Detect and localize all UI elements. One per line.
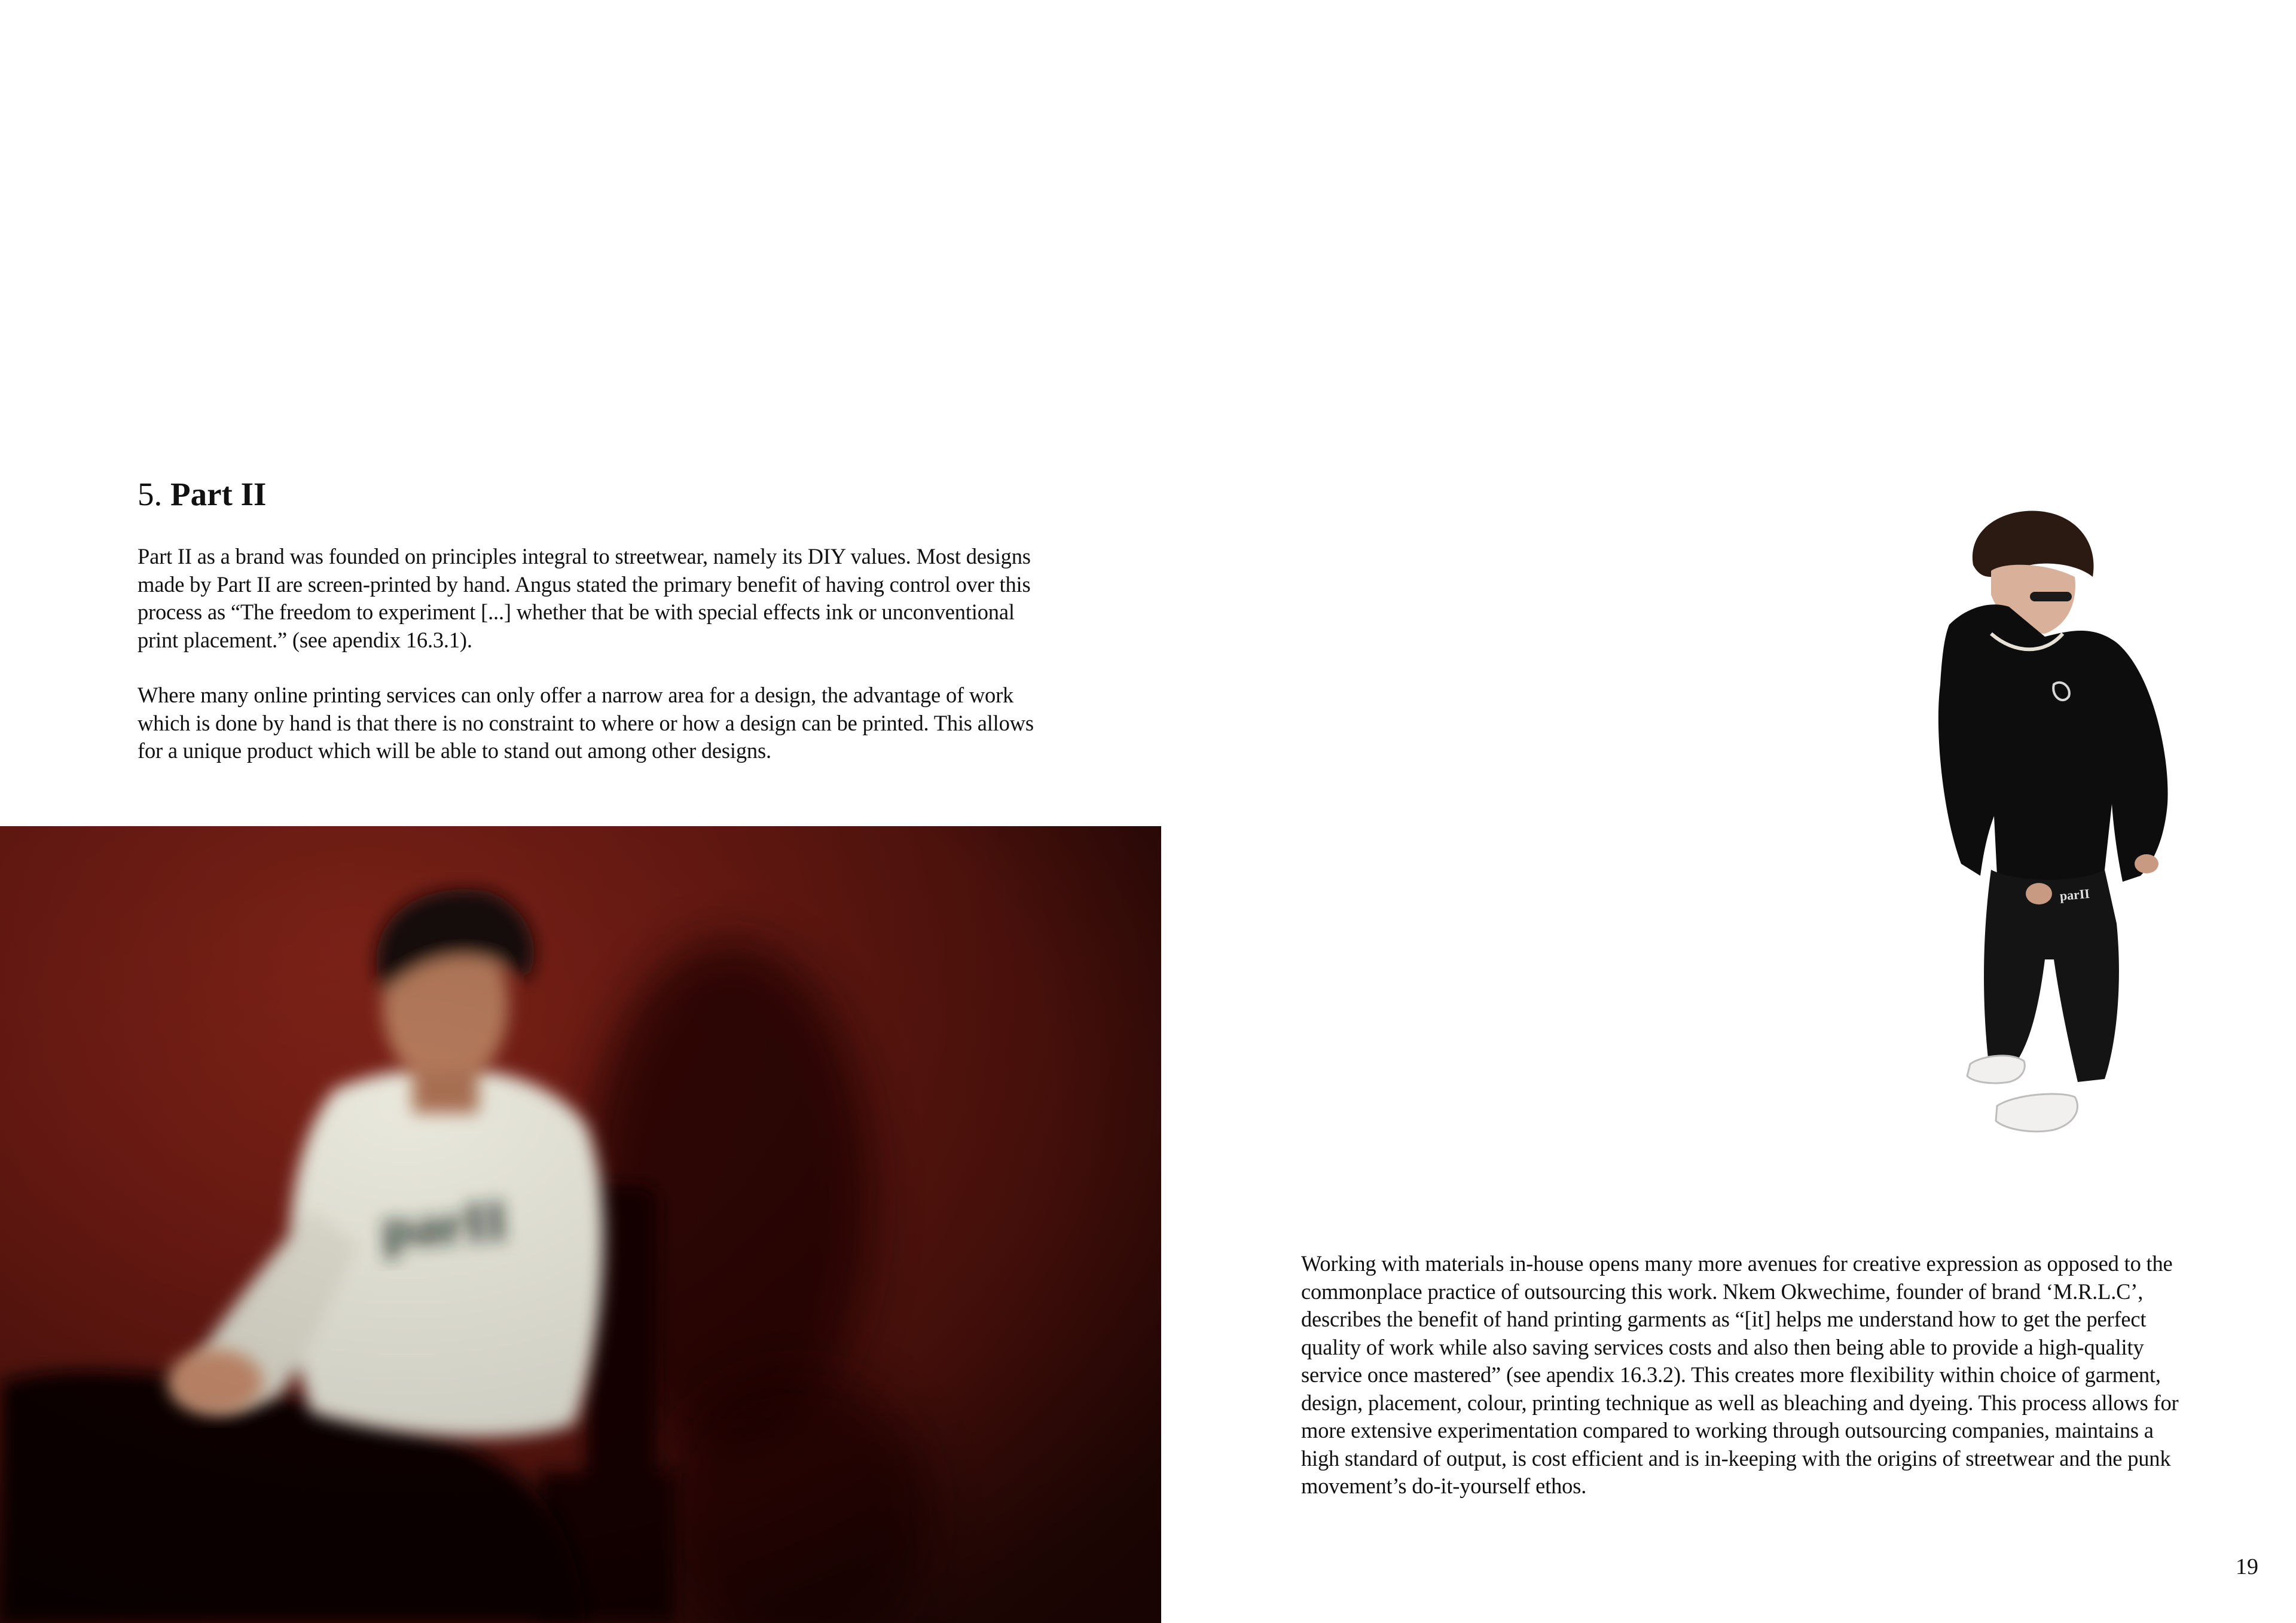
section-number: 5.: [138, 476, 163, 512]
section-title: Part II: [170, 476, 267, 512]
paragraph-hand-printing: Where many online printing services can only offer a narrow area for a design, the advantage of work which is done by hand is that there is no constraint to where or how a design can be printed. This allows for a unique product which will be able to stand out among other designs.: [138, 683, 1034, 763]
seated-model-photo: [0, 826, 1161, 1623]
section-heading: [138, 473, 266, 515]
paragraph-intro: Part II as a brand was founded on principles integral to streetwear, namely its DIY values. Most designs made by Part II are screen-printed by hand. Angus stated the primary benefit of having control over this process as “The freedom to experiment [...] whether that be with special effects ink or unconventional print placement.” (see apendix 16.3.1).: [138, 544, 1031, 652]
model-hoodie: [1938, 604, 2168, 884]
page-number: 19: [2236, 1554, 2258, 1579]
shoe-right: [1996, 1094, 2078, 1132]
paragraph-in-house: Working with materials in-house opens many more avenues for creative expression as opposed to the commonplace practice of outsourcing this work. Nkem Okwechime, founder of brand ‘M.R.L.C’, describes the benefit of hand printing garments as “[it] helps me understand how to get the perfect quality of work while also saving services costs and also then being able to provide a high-quality service once mastered” (see apendix 16.3.2). This creates more flexibility within choice of garment, design, placement, colour, printing technique as well as bleaching and dyeing. This process allows for more extensive experimentation compared to working through outsourcing companies, maintains a high standard of output, is cost efficient and is in-keeping with the origins of streetwear and the punk movement’s do-it-yourself ethos.: [1301, 1251, 2179, 1498]
waistband-print: parII: [2059, 885, 2090, 904]
standing-model-cutout: [1925, 505, 2176, 1154]
shoe-left: [1967, 1056, 2025, 1083]
model-trousers: [1984, 870, 2119, 1082]
